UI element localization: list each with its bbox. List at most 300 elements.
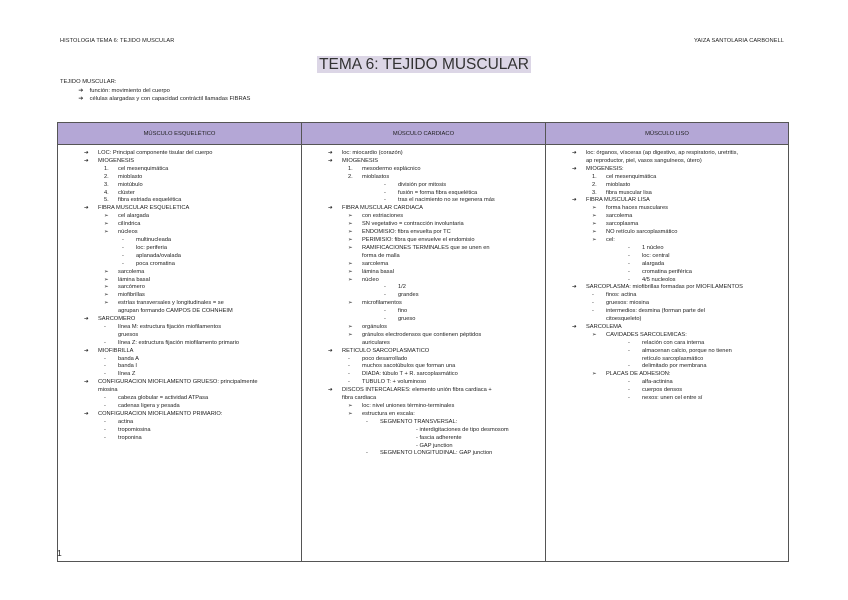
item-text: cabeza globular = actividad ATPasa xyxy=(118,395,209,402)
item-text: núcleo xyxy=(362,276,379,283)
list-item xyxy=(64,253,297,261)
list-item xyxy=(552,182,784,190)
list-item xyxy=(308,324,541,332)
item-text: forma de malla xyxy=(362,252,400,259)
list-item xyxy=(308,308,541,316)
intro-section xyxy=(60,78,250,104)
item-text: MIOGÉNESIS xyxy=(342,157,379,164)
list-item xyxy=(552,387,784,395)
bullet-marker: - xyxy=(628,244,630,251)
bullet-marker: ➔ xyxy=(328,157,333,164)
bullet-marker: ➢ xyxy=(592,371,597,378)
list-item xyxy=(552,277,784,285)
header-left: HISTOLOGIA TEMA 6: TEJIDO MUSCULAR xyxy=(60,38,175,44)
bullet-marker: ➢ xyxy=(348,323,353,330)
item-text: relación con cara interna xyxy=(642,339,705,346)
item-text: ENDOMISIO: fibra envuelta por TC xyxy=(362,229,451,236)
bullet-marker: - xyxy=(104,426,106,433)
item-text: retículo sarcoplasmático xyxy=(642,355,704,362)
list-item xyxy=(552,237,784,245)
bullet-marker: ➢ xyxy=(348,236,353,243)
bullet-marker: ➔ xyxy=(84,205,89,212)
bullet-marker: ➢ xyxy=(592,221,597,228)
list-item xyxy=(308,150,541,158)
bullet-marker: - xyxy=(104,403,106,409)
bullet-marker: - xyxy=(348,379,350,386)
item-text: mioblasto xyxy=(606,181,631,188)
item-text: SEGMENTO LONGITUDINAL: GAP junction xyxy=(380,450,493,457)
item-text: FIBRA MUSCULAR CARDIACA xyxy=(342,205,423,212)
item-text: miofibrillas xyxy=(118,292,145,299)
item-text: DISCOS INTERCALARES: elemento unión fibra cardiaca + xyxy=(342,387,492,394)
item-text: grandes xyxy=(398,292,419,299)
list-item xyxy=(64,316,297,324)
item-text: cuerpos densos xyxy=(642,387,683,394)
item-text: delimitado por membrana xyxy=(642,363,707,370)
list-item xyxy=(308,190,541,198)
page-title: TEMA 6: TEJIDO MUSCULAR xyxy=(319,56,529,73)
column-header: MÚSCULO ESQUELÉTICO xyxy=(58,123,302,145)
list-item xyxy=(308,348,541,356)
bullet-marker: - xyxy=(592,292,594,299)
header-right: YAIZA SANTOLARIA CARBONELL xyxy=(693,38,784,44)
list-item xyxy=(64,277,297,285)
item-text: cilíndrica xyxy=(118,221,141,228)
list-item xyxy=(552,308,784,316)
list-item xyxy=(308,221,541,229)
item-text: línea Z xyxy=(118,371,136,378)
list-item xyxy=(308,363,541,371)
item-text: alfa-actinina xyxy=(642,379,673,386)
item-text: almacenan calcio, porque no tienen xyxy=(642,347,732,354)
list-item xyxy=(308,269,541,277)
list-item xyxy=(308,292,541,300)
list-item xyxy=(64,387,297,395)
bullet-marker: - xyxy=(104,418,106,425)
item-text: citoesqueleto) xyxy=(606,316,642,323)
list-item xyxy=(64,284,297,292)
list-item xyxy=(308,237,541,245)
item-text: gruesos: miosina xyxy=(606,300,649,307)
list-item xyxy=(308,427,541,435)
list-item xyxy=(64,395,297,403)
list-item xyxy=(552,205,784,213)
intro-item: ➔ función: movimiento del cuerpo xyxy=(60,87,250,96)
bullet-marker: ➔ xyxy=(328,387,333,394)
item-text: SARCOLEMA xyxy=(586,323,622,330)
item-text: SEGMENTO TRANSVERSAL: xyxy=(380,418,458,425)
item-text: loc: central xyxy=(642,252,670,259)
list-item xyxy=(308,174,541,182)
item-text: sarcolema xyxy=(606,213,633,220)
item-text: loc: órganos, vísceras (ap digestivo, ap respiratorio, uretritis, xyxy=(586,150,739,156)
item-text: 1/2 xyxy=(398,284,406,291)
bullet-marker: ➢ xyxy=(592,236,597,243)
list-item xyxy=(552,150,784,158)
item-text: mesodermo esplácnico xyxy=(362,165,421,172)
comparison-table xyxy=(57,122,789,562)
bullet-marker: - xyxy=(628,276,630,283)
item-text: sarcoplasma xyxy=(606,221,639,228)
list-item xyxy=(64,427,297,435)
bullet-marker: 3. xyxy=(592,189,597,196)
list-item xyxy=(308,371,541,379)
bullet-marker: - xyxy=(348,363,350,370)
bullet-marker: - xyxy=(104,434,106,441)
page-number: 1 xyxy=(57,548,62,558)
item-text: fibra muscular lisa xyxy=(606,189,652,196)
bullet-marker: ➔ xyxy=(572,165,577,172)
bullet-marker: ➔ xyxy=(572,284,577,291)
bullet-marker: ➢ xyxy=(592,213,597,220)
list-item xyxy=(308,450,541,458)
bullet-marker: ➢ xyxy=(348,221,353,228)
item-text: intermedios: desmina (forman parte del xyxy=(606,308,705,315)
item-text: FIBRA MUSCULAR ESQUELÉTICA xyxy=(98,205,190,212)
bullet-marker: 1. xyxy=(592,173,597,180)
list-item xyxy=(552,190,784,198)
item-text: aplanada/ovalada xyxy=(136,252,181,259)
item-text: cel: xyxy=(606,236,615,243)
bullet-marker: - xyxy=(384,292,386,299)
bullet-marker: - xyxy=(104,355,106,362)
bullet-marker: 1. xyxy=(104,165,109,172)
item-text: división por mitosis xyxy=(398,181,447,188)
item-text: RAMIFICACIONES TERMINALES que se unen en xyxy=(362,244,490,251)
list-item xyxy=(64,213,297,221)
item-text: miotúbulo xyxy=(118,181,143,188)
bullet-marker: - xyxy=(348,371,350,378)
bullet-marker: ➔ xyxy=(84,150,89,156)
list-item xyxy=(64,245,297,253)
bullet-marker: - xyxy=(384,284,386,291)
list-item xyxy=(552,356,784,364)
list-item xyxy=(552,174,784,182)
list-item xyxy=(308,411,541,419)
item-text: CONFIGURACIÓN MIOFILAMENTO PRIMARIO: xyxy=(98,410,223,417)
bullet-marker: ➢ xyxy=(592,205,597,212)
item-text: NO retículo sarcoplasmático xyxy=(606,229,678,236)
bullet-marker: - xyxy=(384,197,386,204)
item-text: fino xyxy=(398,308,408,315)
list-item xyxy=(308,379,541,387)
item-text: SN vegetativo = contracción involuntaria xyxy=(362,221,464,228)
bullet-marker: - xyxy=(592,308,594,315)
item-text: alargada xyxy=(642,260,665,267)
bullet-marker: - xyxy=(122,252,124,259)
bullet-marker: ➢ xyxy=(104,221,109,228)
bullet-marker: - xyxy=(628,347,630,354)
item-text: estrías transversales y longitudinales = se xyxy=(118,300,224,307)
item-text: PERIMISIO: fibra que envuelve el endomisio xyxy=(362,236,475,243)
list-item xyxy=(308,284,541,292)
bullet-marker: - xyxy=(122,236,124,243)
item-text: grueso xyxy=(398,316,416,323)
list-item xyxy=(64,300,297,308)
list-item xyxy=(64,363,297,371)
item-text: RETÍCULO SARCOPLASMÁTICO xyxy=(342,347,430,354)
item-text: auriculares xyxy=(362,339,390,346)
bullet-marker: - xyxy=(384,181,386,188)
list-item xyxy=(308,253,541,261)
item-text: muchos sacotúbulos que forman una xyxy=(362,363,456,370)
list-item xyxy=(64,221,297,229)
item-text: - interdigitaciones de tipo desmosom xyxy=(416,426,509,433)
list-item xyxy=(64,261,297,269)
list-item xyxy=(308,182,541,190)
item-text: CAVIDADES SARCOLÉMICAS: xyxy=(606,331,687,338)
list-item xyxy=(64,371,297,379)
item-text: con estriaciones xyxy=(362,213,404,220)
list-item xyxy=(64,182,297,190)
list-item xyxy=(64,419,297,427)
column-cardiac xyxy=(302,145,546,562)
list-item xyxy=(308,340,541,348)
item-text: loc: miocardio (corazón) xyxy=(342,150,403,156)
list-item xyxy=(552,213,784,221)
item-text: nexos: unen cel entre sí xyxy=(642,395,703,402)
item-text: estructura en escala: xyxy=(362,410,415,417)
list-item xyxy=(552,269,784,277)
column-header: MÚSCULO CARDIACO xyxy=(302,123,546,145)
bullet-marker: ➢ xyxy=(104,268,109,275)
item-text: TÚBULO T: + voluminoso xyxy=(362,379,427,386)
item-text: ap reproductor, piel, vasos sanguíneos, útero) xyxy=(586,157,702,164)
list-item xyxy=(308,261,541,269)
item-text: banda I xyxy=(118,363,137,370)
list-item xyxy=(552,371,784,379)
item-text: actina xyxy=(118,418,134,425)
bullet-marker: - xyxy=(104,363,106,370)
bullet-marker: ➔ xyxy=(572,323,577,330)
bullet-marker: - xyxy=(628,363,630,370)
list-item xyxy=(64,356,297,364)
column-header: MÚSCULO LISO xyxy=(546,123,789,145)
list-item xyxy=(64,205,297,213)
bullet-marker: - xyxy=(592,300,594,307)
list-item xyxy=(552,332,784,340)
item-text: PLACAS DE ADHESIÓN: xyxy=(606,371,671,378)
list-item xyxy=(308,300,541,308)
list-item xyxy=(308,443,541,451)
item-text: mioblastos xyxy=(362,173,390,180)
item-text: tropomiosina xyxy=(118,426,151,433)
bullet-marker: - xyxy=(628,268,630,275)
item-text: - fascia adherente xyxy=(416,434,462,441)
list-item xyxy=(552,197,784,205)
bullet-marker: ➢ xyxy=(348,260,353,267)
item-text: fusión = forma fibra esquelética xyxy=(398,189,478,196)
list-item xyxy=(308,403,541,411)
bullet-marker: 2. xyxy=(592,181,597,188)
bullet-marker: ➢ xyxy=(104,276,109,283)
list-item xyxy=(64,411,297,419)
list-item xyxy=(552,292,784,300)
list-item xyxy=(308,395,541,403)
list-item xyxy=(64,324,297,332)
column-smooth xyxy=(546,145,789,562)
bullet-marker: - xyxy=(384,316,386,323)
bullet-marker: ➔ xyxy=(572,150,577,156)
bullet-marker: ➢ xyxy=(348,244,353,251)
item-text: tras el nacimiento no se regenera más xyxy=(398,197,495,204)
bullet-marker: ➢ xyxy=(104,300,109,307)
bullet-marker: - xyxy=(628,252,630,259)
bullet-marker: ➢ xyxy=(592,229,597,236)
list-item xyxy=(552,316,784,324)
item-text: SARCÓMERO xyxy=(98,316,136,323)
item-text: finos: actina xyxy=(606,292,637,299)
bullet-marker: 2. xyxy=(104,173,109,180)
list-item xyxy=(552,324,784,332)
arrow-icon: ➔ xyxy=(78,86,84,94)
item-text: banda A xyxy=(118,355,139,362)
list-item xyxy=(64,237,297,245)
list-item xyxy=(308,197,541,205)
bullet-marker: ➔ xyxy=(328,205,333,212)
item-text: línea M: estructura fijación miofilamentos xyxy=(118,323,222,330)
bullet-marker: - xyxy=(366,418,368,425)
item-text: sarcolema xyxy=(362,260,389,267)
bullet-marker: ➢ xyxy=(104,213,109,220)
list-item xyxy=(552,395,784,403)
list-item xyxy=(308,166,541,174)
list-item xyxy=(64,166,297,174)
bullet-marker: - xyxy=(628,379,630,386)
list-item xyxy=(64,340,297,348)
list-item xyxy=(308,419,541,427)
list-item xyxy=(552,253,784,261)
item-text: DIADA: túbulo T + R. sarcoplasmático xyxy=(362,371,458,378)
list-item xyxy=(64,229,297,237)
list-item xyxy=(308,229,541,237)
list-item xyxy=(64,435,297,443)
item-text: agrupan formando CAMPOS DE COHNHEIM xyxy=(118,308,233,315)
bullet-marker: ➢ xyxy=(348,331,353,338)
list-item xyxy=(308,277,541,285)
list-item xyxy=(64,269,297,277)
list-item xyxy=(64,348,297,356)
list-item xyxy=(308,435,541,443)
list-item xyxy=(552,229,784,237)
item-text: clúster xyxy=(118,189,135,196)
bullet-marker: ➢ xyxy=(348,403,353,409)
list-item xyxy=(64,150,297,158)
list-item xyxy=(308,158,541,166)
item-text: cel mesenquimática xyxy=(606,173,657,180)
list-item xyxy=(552,158,784,166)
bullet-marker: 5. xyxy=(104,197,109,204)
item-text: fibra cardiaca xyxy=(342,395,377,402)
item-text: loc: periferia xyxy=(136,244,167,251)
bullet-marker: 4. xyxy=(104,189,109,196)
list-item xyxy=(308,213,541,221)
arrow-icon: ➔ xyxy=(78,95,84,103)
item-text: línea Z: estructura fijación miofilamento primario xyxy=(118,339,240,346)
bullet-marker: - xyxy=(628,260,630,267)
bullet-marker: ➢ xyxy=(104,292,109,299)
item-text: poca cromatina xyxy=(136,260,175,267)
list-item xyxy=(308,356,541,364)
item-text: poco desarrollado xyxy=(362,355,408,362)
list-item xyxy=(64,158,297,166)
bullet-marker: ➔ xyxy=(84,347,89,354)
bullet-marker: - xyxy=(104,323,106,330)
list-item xyxy=(552,340,784,348)
item-text: lámina basal xyxy=(118,276,150,283)
bullet-marker: ➔ xyxy=(84,316,89,323)
bullet-marker: - xyxy=(366,450,368,457)
item-text: loc: nivel uniones término-terminales xyxy=(362,403,455,409)
item-text: sarcómero xyxy=(118,284,145,291)
item-text: cel mesenquimática xyxy=(118,165,169,172)
bullet-marker: 3. xyxy=(104,181,109,188)
bullet-marker: ➢ xyxy=(348,213,353,220)
list-item xyxy=(552,221,784,229)
item-text: miosina xyxy=(98,387,118,394)
list-item xyxy=(552,245,784,253)
item-text: mioblasto xyxy=(118,173,143,180)
item-text: LOC: Principal componente tisular del cuerpo xyxy=(98,150,213,156)
item-text: microfilamentos xyxy=(362,300,402,307)
item-text: MIOFIBRILLA xyxy=(98,347,134,354)
list-item xyxy=(552,379,784,387)
list-item xyxy=(552,284,784,292)
item-text: MIOGÉNESIS xyxy=(98,157,135,164)
item-text: troponina xyxy=(118,434,142,441)
item-text: CONFIGURACIÓN MIOFILAMENTO GRUESO: principalmente xyxy=(98,379,258,386)
bullet-marker: - xyxy=(348,355,350,362)
item-text: núcleos xyxy=(118,229,138,236)
item-text: fibra estriada esquelética xyxy=(118,197,182,204)
list-item xyxy=(552,261,784,269)
item-text: 4/5 nucleolos xyxy=(642,276,676,283)
list-item xyxy=(308,387,541,395)
item-text: 1 núcleo xyxy=(642,244,664,251)
list-item xyxy=(552,363,784,371)
bullet-marker: ➔ xyxy=(328,347,333,354)
item-text: cel alargada xyxy=(118,213,149,220)
list-item xyxy=(64,403,297,411)
bullet-marker: 2. xyxy=(348,173,353,180)
item-text: multinucleada xyxy=(136,236,172,243)
list-item xyxy=(552,166,784,174)
bullet-marker: - xyxy=(104,371,106,378)
item-text: gránulos electrodensos que contienen péptidos xyxy=(362,331,482,338)
bullet-marker: ➢ xyxy=(592,331,597,338)
bullet-marker: ➢ xyxy=(348,300,353,307)
intro-label: TEJIDO MUSCULAR: xyxy=(60,79,117,85)
bullet-marker: ➢ xyxy=(348,276,353,283)
list-item xyxy=(552,300,784,308)
list-item xyxy=(308,316,541,324)
bullet-marker: - xyxy=(104,395,106,402)
list-item xyxy=(64,190,297,198)
list-item xyxy=(64,379,297,387)
item-text: - GAP junction xyxy=(416,442,453,449)
bullet-marker: - xyxy=(384,308,386,315)
item-text: FIBRA MUSCULAR LISA xyxy=(586,197,650,204)
bullet-marker: - xyxy=(628,339,630,346)
bullet-marker: ➔ xyxy=(328,150,333,156)
list-item xyxy=(308,332,541,340)
bullet-marker: ➢ xyxy=(348,410,353,417)
bullet-marker: ➢ xyxy=(348,268,353,275)
item-text: MIOGÉNESIS: xyxy=(586,165,624,172)
column-skeletal xyxy=(58,145,302,562)
item-text: orgánulos xyxy=(362,323,387,330)
list-item xyxy=(308,245,541,253)
